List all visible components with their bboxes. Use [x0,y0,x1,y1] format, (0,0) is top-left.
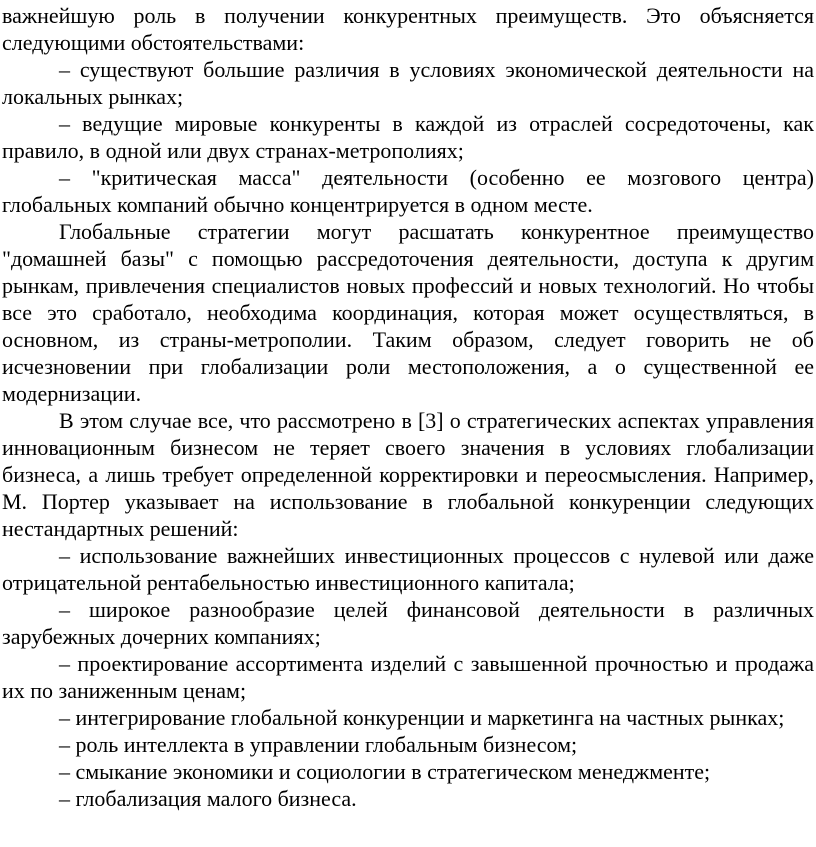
list-item-small-business: – глобализация малого бизнеса. [59,786,357,811]
list-item-integration-marketing: – интегрирование глобальной конкуренции и маркетинга на частных рынках; [59,705,785,730]
list-item-product-assortment: – проектирование ассортимента изделий с завышенной прочностью и продажа их по заниженным ценам; [2,651,814,703]
paragraph-global-strategies: Глобальные стратегии могут расшатать конкурентное преимущество "домашней базы" с помощью рассредоточения деятельности, доступа к другим рынкам, привлечения специалистов новых профессий и новых технологий. Но чтобы все это сработало, необходима координация, которая может осуществляться, в основном, из страны-метрополии. Таким образом, следует говорить не об исчезновении при глобализации роли местоположения, а о существенной ее модернизации. [2,219,814,406]
list-item-intellect-role: – роль интеллекта в управлении глобальным бизнесом; [59,732,578,757]
paragraph-continuation: важнейшую роль в получении конкурентных преимуществ. Это объясняется следующими обстоятельствами: [2,3,814,55]
list-item-leading-competitors: – ведущие мировые конкуренты в каждой из отраслей сосредоточены, как правило, в одной или двух странах-метрополиях; [2,111,814,163]
paragraph-porter-solutions: В этом случае все, что рассмотрено в [3] о стратегических аспектах управления инновационным бизнесом не теряет своего значения в условиях глобализации бизнеса, а лишь требует определенной корректировки и переосмысления. Например, М. Портер указывает на использование в глобальной конкуренции следующих нестандартных решений: [2,408,814,541]
list-item-local-markets: – существуют большие различия в условиях экономической деятельности на локальных рынках; [2,57,814,109]
list-item-investment-processes: – использование важнейших инвестиционных процессов с нулевой или даже отрицательной рентабельностью инвестиционного капитала; [2,543,814,595]
list-item-economics-sociology: – смыкание экономики и социологии в стратегическом менеджменте; [59,759,711,784]
list-item-critical-mass: – "критическая масса" деятельности (особенно ее мозгового центра) глобальных компаний обычно концентрируется в одном месте. [2,165,814,217]
list-item-financial-goals: – широкое разнообразие целей финансовой деятельности в различных зарубежных дочерних компаниях; [2,597,814,649]
